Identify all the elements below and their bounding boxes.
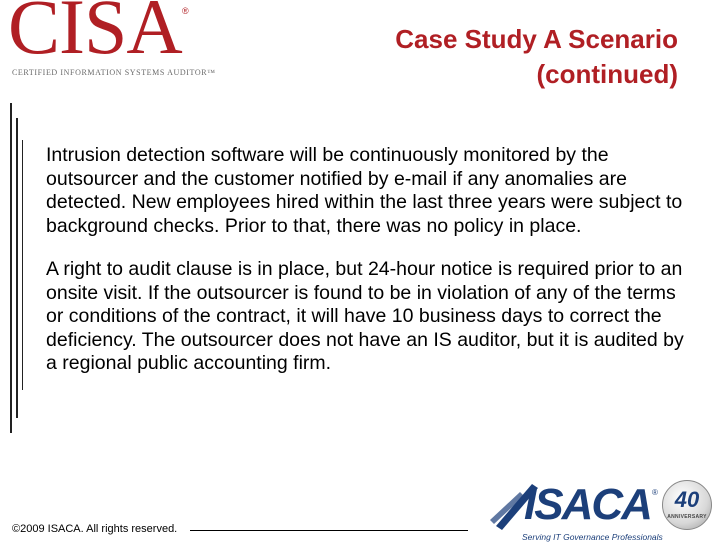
left-rule-2 bbox=[16, 118, 18, 418]
copyright-notice: ©2009 ISACA. All rights reserved. bbox=[12, 523, 178, 535]
cisa-tagline: CERTIFIED INFORMATION SYSTEMS AUDITOR™ bbox=[12, 68, 216, 77]
isaca-tagline: Serving IT Governance Professionals bbox=[522, 532, 663, 542]
cisa-registered-mark: ® bbox=[182, 6, 189, 16]
anniversary-badge-number: 40 bbox=[674, 487, 700, 512]
slide-title-line-2: (continued) bbox=[536, 59, 678, 89]
footer-divider bbox=[190, 530, 468, 531]
slide-body bbox=[46, 144, 694, 396]
left-rule-1 bbox=[10, 103, 12, 433]
cisa-wordmark: CISA bbox=[8, 0, 182, 70]
paragraph-intrusion-detection: Intrusion detection software will be continuously monitored by the outsourcer and the customer notified by e-mail if any anomalies are detected. New employees hired within the last three years were subject to background checks. Prior to that, there was no policy in place. bbox=[46, 144, 683, 237]
slide-title bbox=[395, 22, 678, 92]
anniversary-badge bbox=[662, 480, 712, 530]
slide-title-line-1: Case Study A Scenario bbox=[395, 24, 678, 54]
anniversary-badge-label: ANNIVERSARY bbox=[667, 514, 707, 520]
paragraph-right-to-audit: A right to audit clause is in place, but 24-hour notice is required prior to an onsite visit. If the outsourcer is found to be in violation of any of the terms or conditions of the contract, it will have 10 business days to correct the deficiency. The outsourcer does not have an IS auditor, but it is audited by a regional public accounting firm. bbox=[46, 258, 684, 374]
isaca-registered-mark: ® bbox=[652, 488, 658, 497]
isaca-logo bbox=[486, 476, 722, 544]
isaca-wordmark: ISACA bbox=[524, 480, 651, 529]
left-rule-3 bbox=[22, 140, 23, 390]
cisa-logo bbox=[8, 0, 248, 90]
